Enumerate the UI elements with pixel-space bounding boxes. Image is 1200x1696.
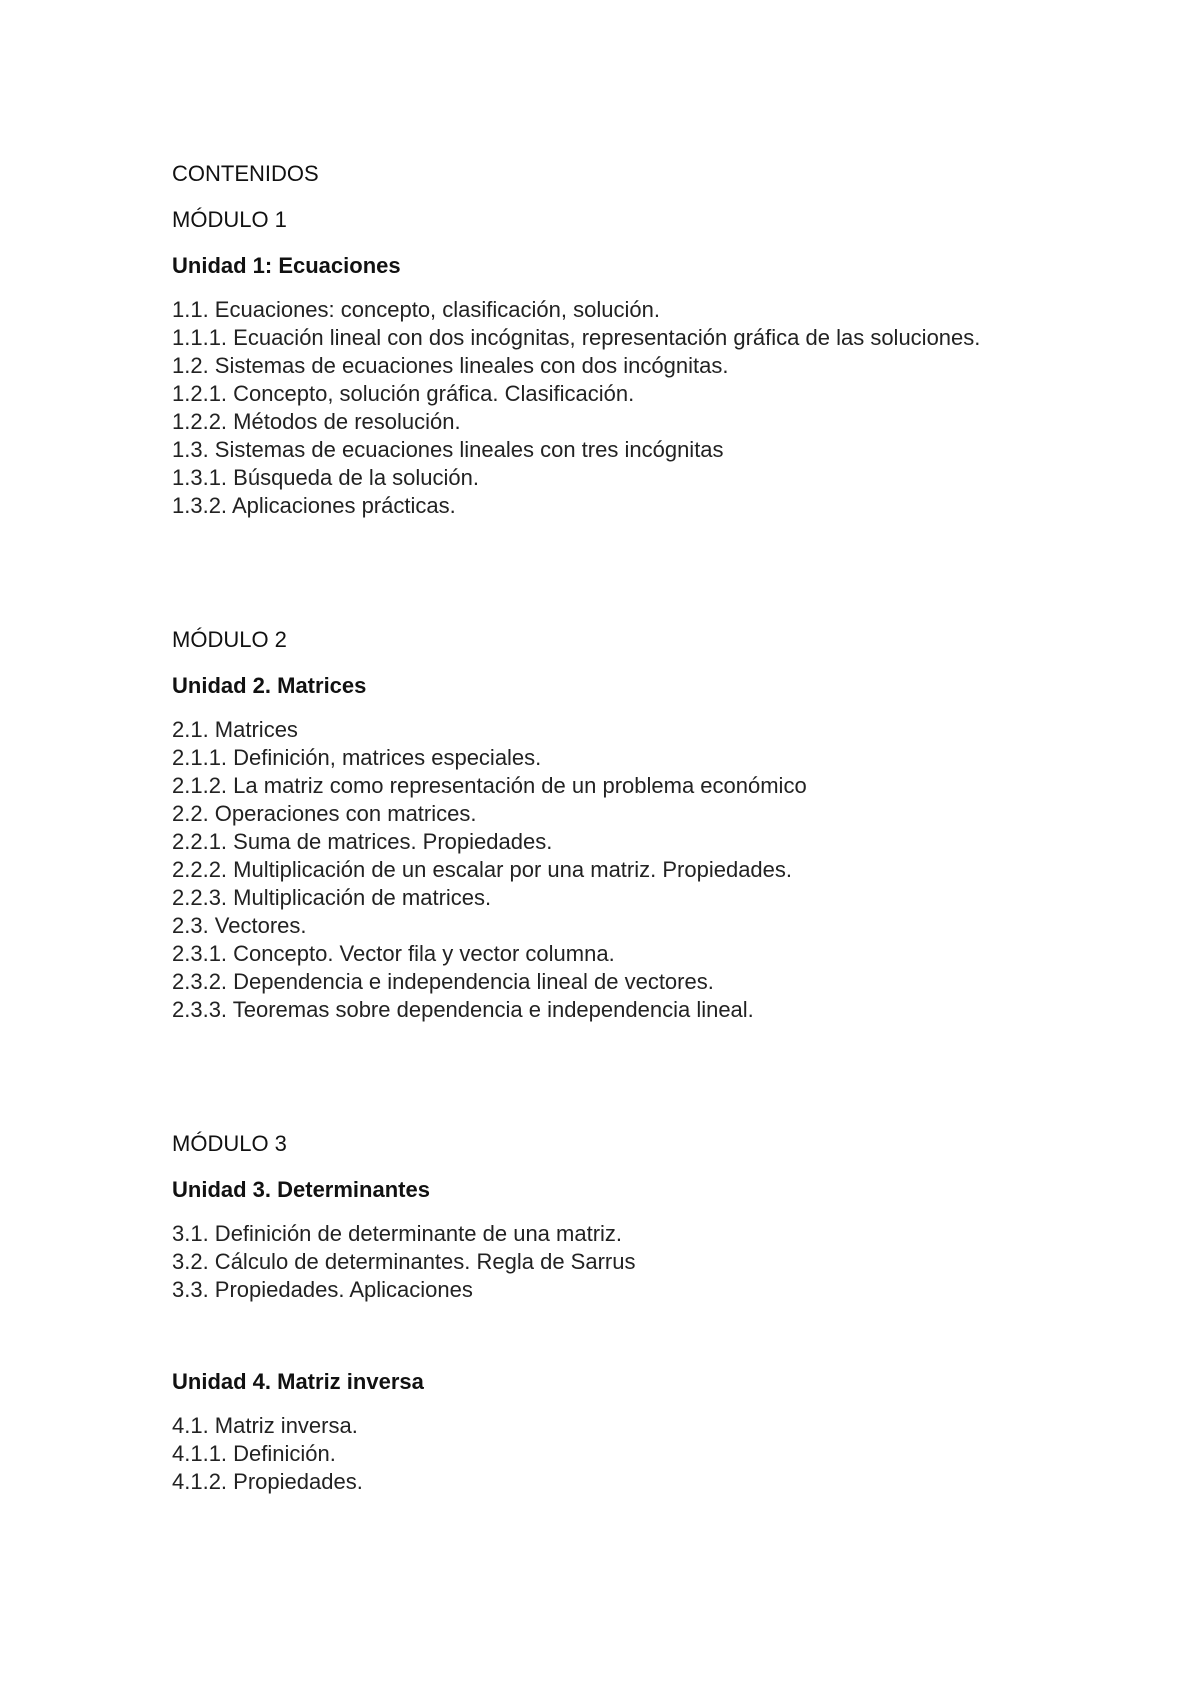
- unit-3-title: Unidad 3. Determinantes: [172, 1177, 430, 1202]
- list-item: 3.3. Propiedades. Aplicaciones: [172, 1277, 473, 1302]
- list-item: 4.1.1. Definición.: [172, 1441, 336, 1466]
- list-item: 3.2. Cálculo de determinantes. Regla de Sarrus: [172, 1249, 636, 1274]
- unit-1-title: Unidad 1: Ecuaciones: [172, 253, 401, 278]
- unit-3-block: [172, 1176, 1052, 1304]
- list-item: 2.3.3. Teoremas sobre dependencia e independencia lineal.: [172, 997, 754, 1022]
- module-3-title: MÓDULO 3: [172, 1131, 287, 1156]
- list-item: 1.3. Sistemas de ecuaciones lineales con tres incógnitas: [172, 437, 724, 462]
- module-2-title: MÓDULO 2: [172, 627, 287, 652]
- unit-3-items: [172, 1220, 1052, 1304]
- module-3-section: [172, 1130, 1052, 1496]
- list-item: 1.2. Sistemas de ecuaciones lineales con dos incógnitas.: [172, 353, 729, 378]
- list-item: 2.2.2. Multiplicación de un escalar por una matriz. Propiedades.: [172, 857, 793, 882]
- list-item: 1.2.1. Concepto, solución gráfica. Clasificación.: [172, 381, 635, 406]
- list-item: 1.3.2. Aplicaciones prácticas.: [172, 493, 456, 518]
- document-content: [172, 160, 1052, 1496]
- list-item: 4.1. Matriz inversa.: [172, 1413, 358, 1438]
- module-1-title: MÓDULO 1: [172, 207, 287, 232]
- unit-4-title: Unidad 4. Matriz inversa: [172, 1369, 424, 1394]
- list-item: 2.2.3. Multiplicación de matrices.: [172, 885, 492, 910]
- list-item: 2.3.2. Dependencia e independencia lineal de vectores.: [172, 969, 714, 994]
- list-item: 2.3. Vectores.: [172, 913, 307, 938]
- list-item: 2.1.1. Definición, matrices especiales.: [172, 745, 542, 770]
- unit-2-title: Unidad 2. Matrices: [172, 673, 367, 698]
- unit-4-block: [172, 1368, 1052, 1496]
- list-item: 2.2. Operaciones con matrices.: [172, 801, 477, 826]
- list-item: 1.1. Ecuaciones: concepto, clasificación, solución.: [172, 297, 660, 322]
- list-item: 1.3.1. Búsqueda de la solución.: [172, 465, 480, 490]
- module-2-section: [172, 626, 1052, 1024]
- list-item: 3.1. Definición de determinante de una matriz.: [172, 1221, 623, 1246]
- list-item: 2.2.1. Suma de matrices. Propiedades.: [172, 829, 553, 854]
- list-item: 1.1.1. Ecuación lineal con dos incógnitas, representación gráfica de las soluciones.: [172, 325, 981, 350]
- module-1-section: [172, 206, 1052, 520]
- list-item: 1.2.2. Métodos de resolución.: [172, 409, 461, 434]
- unit-1-items: [172, 296, 1052, 520]
- list-item: 2.1. Matrices: [172, 717, 298, 742]
- list-item: 2.3.1. Concepto. Vector fila y vector columna.: [172, 941, 615, 966]
- list-item: 2.1.2. La matriz como representación de un problema económico: [172, 773, 807, 798]
- list-item: 4.1.2. Propiedades.: [172, 1469, 363, 1494]
- document-title: CONTENIDOS: [172, 161, 319, 186]
- unit-4-items: [172, 1412, 1052, 1496]
- unit-2-items: [172, 716, 1052, 1024]
